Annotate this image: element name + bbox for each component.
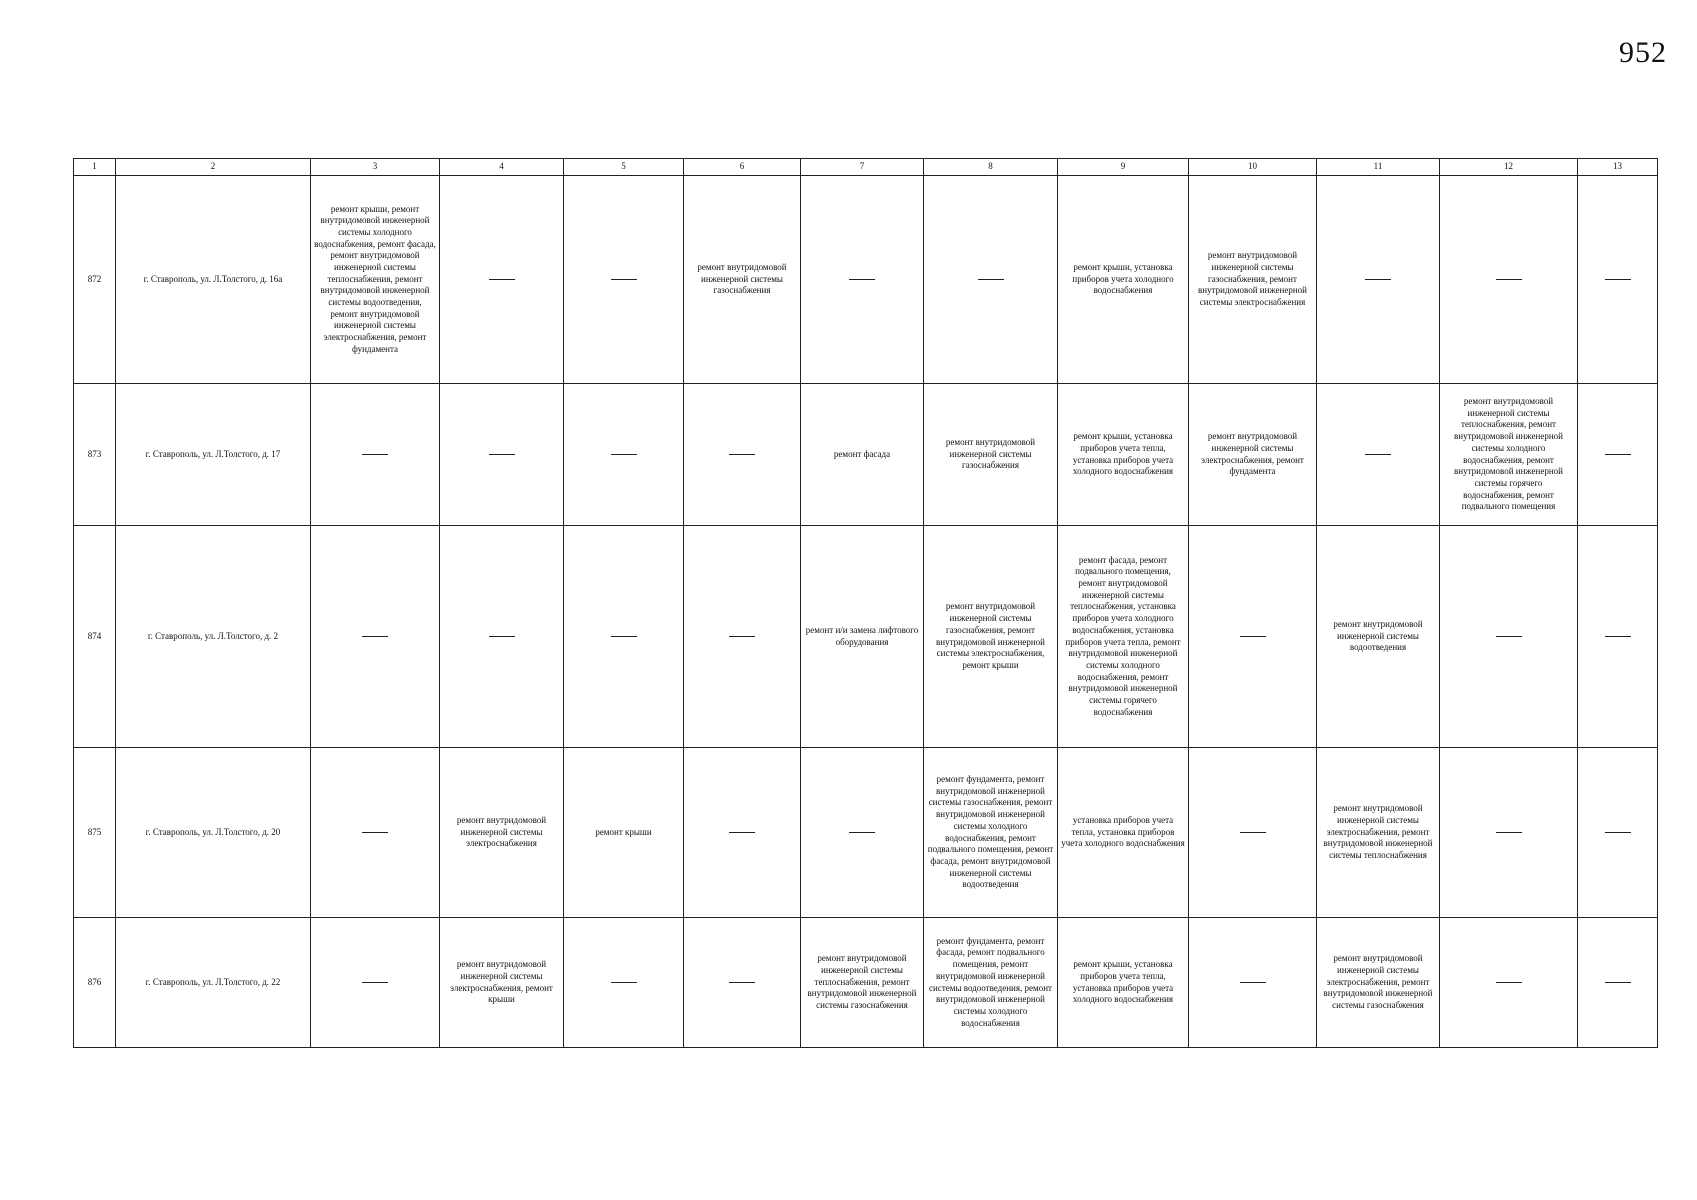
work-description-cell: ремонт внутридомовой инженерной системы газоснабжения, ремонт внутридомовой инженерной системы электроснабжения [1189,176,1317,384]
row-number: 874 [74,526,116,748]
dash-mark [849,832,875,833]
address-cell: г. Ставрополь, ул. Л.Толстого, д. 20 [116,748,311,918]
work-description-cell: ремонт внутридомовой инженерной системы теплоснабжения, ремонт внутридомовой инженерной системы холодного водоснабжения, ремонт внутридомовой инженерной системы горячего водоснабжения, ремонт подвального помещения [1440,384,1578,526]
dash-mark [611,279,637,280]
table-row [74,918,1658,1048]
empty-cell [311,526,440,748]
empty-cell [1440,748,1578,918]
dash-mark [362,636,388,637]
empty-cell [564,384,684,526]
dash-mark [1365,279,1391,280]
table-row [74,176,1658,384]
column-header: 10 [1189,159,1317,176]
column-header: 9 [1058,159,1189,176]
table-body [74,176,1658,1048]
dash-mark [611,636,637,637]
empty-cell [801,748,924,918]
empty-cell [1578,384,1658,526]
empty-cell [1578,748,1658,918]
column-header: 13 [1578,159,1658,176]
work-description-cell: ремонт внутридомовой инженерной системы газоснабжения, ремонт внутридомовой инженерной системы электроснабжения, ремонт крыши [924,526,1058,748]
column-header: 5 [564,159,684,176]
table-row [74,748,1658,918]
address-cell: г. Ставрополь, ул. Л.Толстого, д. 17 [116,384,311,526]
column-header: 3 [311,159,440,176]
work-description-cell: ремонт крыши, установка приборов учета тепла, установка приборов учета холодного водоснабжения [1058,918,1189,1048]
dash-mark [1496,279,1522,280]
empty-cell [1578,176,1658,384]
empty-cell [440,526,564,748]
row-number: 873 [74,384,116,526]
dash-mark [729,832,755,833]
dash-mark [1496,982,1522,983]
dash-mark [729,982,755,983]
work-description-cell: ремонт внутридомовой инженерной системы электроснабжения [440,748,564,918]
empty-cell [440,384,564,526]
repair-schedule-table [73,158,1658,1048]
empty-cell [1440,526,1578,748]
empty-cell [311,384,440,526]
work-description-cell: ремонт внутридомовой инженерной системы электроснабжения, ремонт фундамента [1189,384,1317,526]
empty-cell [1189,918,1317,1048]
row-number: 872 [74,176,116,384]
work-description-cell: ремонт фасада [801,384,924,526]
work-description-cell: ремонт фундамента, ремонт внутридомовой инженерной системы газоснабжения, ремонт внутридомовой инженерной системы холодного водоснабжения, ремонт подвального помещения, ремонт фасада, ремонт внутридомовой инженерной системы водоотведения [924,748,1058,918]
dash-mark [1365,454,1391,455]
empty-cell [1578,918,1658,1048]
address-cell: г. Ставрополь, ул. Л.Толстого, д. 16а [116,176,311,384]
page-number: 952 [1619,36,1667,69]
dash-mark [1496,636,1522,637]
dash-mark [611,982,637,983]
empty-cell [924,176,1058,384]
work-description-cell: ремонт фасада, ремонт подвального помещения, ремонт внутридомовой инженерной системы теплоснабжения, установка приборов учета холодного водоснабжения, установка приборов учета тепла, ремонт внутридомовой инженерной системы холодного водоснабжения, ремонт внутридомовой инженерной системы горячего водоснабжения [1058,526,1189,748]
dash-mark [729,454,755,455]
table-row [74,526,1658,748]
empty-cell [311,748,440,918]
dash-mark [489,279,515,280]
dash-mark [1240,832,1266,833]
column-header: 1 [74,159,116,176]
dash-mark [489,454,515,455]
empty-cell [1189,748,1317,918]
dash-mark [1240,636,1266,637]
work-description-cell: ремонт крыши [564,748,684,918]
column-header: 6 [684,159,801,176]
work-description-cell: ремонт и/и замена лифтового оборудования [801,526,924,748]
work-description-cell: ремонт внутридомовой инженерной системы теплоснабжения, ремонт внутридомовой инженерной системы газоснабжения [801,918,924,1048]
address-cell: г. Ставрополь, ул. Л.Толстого, д. 2 [116,526,311,748]
dash-mark [1605,454,1631,455]
empty-cell [564,526,684,748]
dash-mark [1496,832,1522,833]
empty-cell [1189,526,1317,748]
column-header: 7 [801,159,924,176]
work-description-cell: ремонт внутридомовой инженерной системы газоснабжения [684,176,801,384]
column-header: 8 [924,159,1058,176]
dash-mark [1605,636,1631,637]
empty-cell [684,918,801,1048]
empty-cell [684,748,801,918]
column-number-row [74,159,1658,176]
empty-cell [1578,526,1658,748]
dash-mark [849,279,875,280]
empty-cell [311,918,440,1048]
empty-cell [564,176,684,384]
table-row [74,384,1658,526]
column-header: 11 [1317,159,1440,176]
column-header: 4 [440,159,564,176]
work-description-cell: ремонт внутридомовой инженерной системы электроснабжения, ремонт внутридомовой инженерной системы газоснабжения [1317,918,1440,1048]
dash-mark [362,454,388,455]
work-description-cell: ремонт крыши, ремонт внутридомовой инженерной системы холодного водоснабжения, ремонт фасада, ремонт внутридомовой инженерной системы теплоснабжения, ремонт внутридомовой инженерной системы водоотведения, ремонт внутридомовой инженерной системы электроснабжения, ремонт фундамента [311,176,440,384]
table-header [74,159,1658,176]
dash-mark [1240,982,1266,983]
work-description-cell: ремонт внутридомовой инженерной системы электроснабжения, ремонт крыши [440,918,564,1048]
dash-mark [1605,279,1631,280]
work-description-cell: ремонт крыши, установка приборов учета холодного водоснабжения [1058,176,1189,384]
row-number: 876 [74,918,116,1048]
empty-cell [1317,384,1440,526]
work-description-cell: ремонт внутридомовой инженерной системы газоснабжения [924,384,1058,526]
dash-mark [362,982,388,983]
empty-cell [684,384,801,526]
row-number: 875 [74,748,116,918]
dash-mark [1605,982,1631,983]
work-description-cell: ремонт внутридомовой инженерной системы водоотведения [1317,526,1440,748]
column-header: 2 [116,159,311,176]
empty-cell [1440,176,1578,384]
empty-cell [1440,918,1578,1048]
empty-cell [1317,176,1440,384]
dash-mark [1605,832,1631,833]
work-description-cell: ремонт крыши, установка приборов учета тепла, установка приборов учета холодного водоснабжения [1058,384,1189,526]
dash-mark [489,636,515,637]
dash-mark [729,636,755,637]
work-description-cell: ремонт фундамента, ремонт фасада, ремонт подвального помещения, ремонт внутридомовой инженерной системы водоотведения, ремонт внутридомовой инженерной системы холодного водоснабжения [924,918,1058,1048]
empty-cell [564,918,684,1048]
empty-cell [440,176,564,384]
empty-cell [684,526,801,748]
dash-mark [611,454,637,455]
work-description-cell: ремонт внутридомовой инженерной системы электроснабжения, ремонт внутридомовой инженерной системы теплоснабжения [1317,748,1440,918]
work-description-cell: установка приборов учета тепла, установка приборов учета холодного водоснабжения [1058,748,1189,918]
empty-cell [801,176,924,384]
address-cell: г. Ставрополь, ул. Л.Толстого, д. 22 [116,918,311,1048]
dash-mark [978,279,1004,280]
column-header: 12 [1440,159,1578,176]
dash-mark [362,832,388,833]
